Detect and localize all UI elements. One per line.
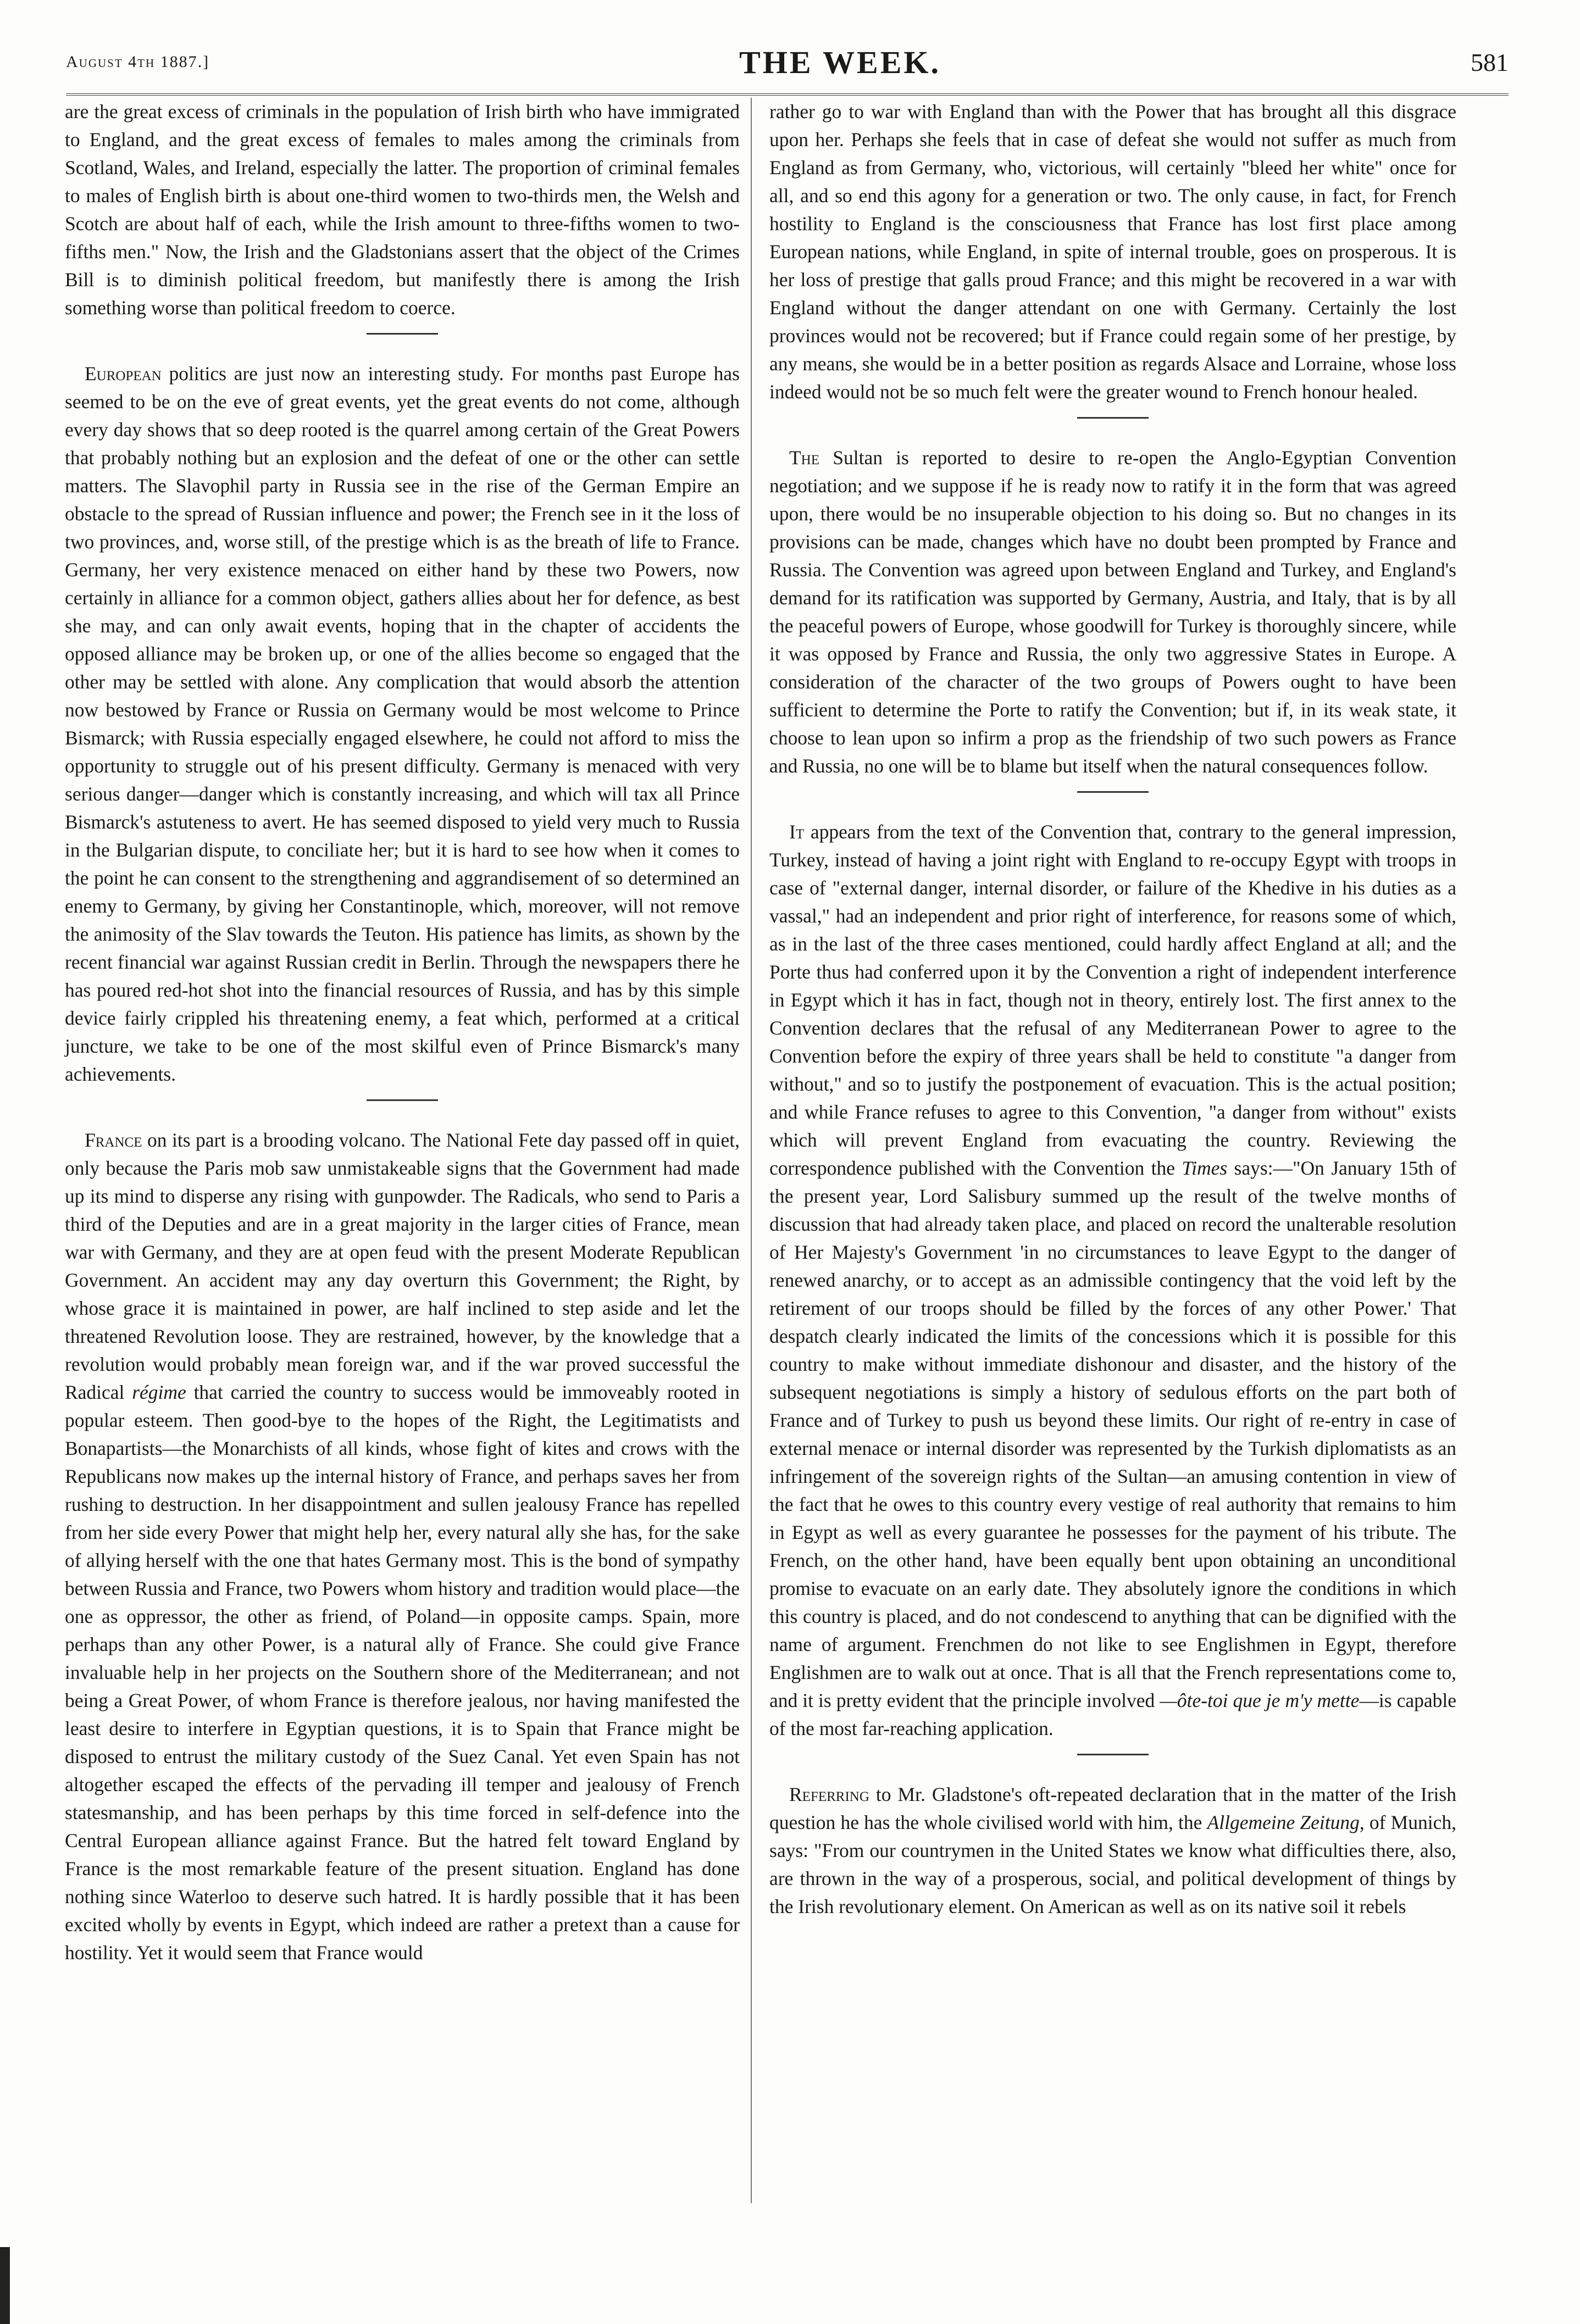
issue-date: August 4th 1887.] <box>66 53 210 71</box>
section-separator <box>1077 791 1149 793</box>
section-separator <box>1077 1754 1149 1755</box>
lead-word: The <box>789 447 820 469</box>
binding-shadow <box>0 2247 10 2324</box>
section-separator <box>367 333 438 335</box>
page-header <box>66 37 1509 87</box>
italic-text: Times <box>1182 1157 1228 1179</box>
paragraph-france-continued: rather go to war with England than with the Power that has brought all this disgrace upon her. Perhaps she feels that in case of defeat she would not suffer as much from England as from Germany, who, victorious, will certainly "bleed her white" once for all, and so end this agony for a generation or two. The only cause, in fact, for French hostility to England is the consciousness that France has lost first place among European nations, while England, in spite of internal trouble, goes on prosperous. It is her loss of prestige that galls proud France; and this might be recovered in a war with England without the danger attendant on one with Germany. Certainly the lost provinces would not be recovered; but if France could regain some of her prestige, by any means, she would be in a better position as regards Alsace and Lorraine, whose loss indeed would not be so much felt were the greater wound to French honour healed. <box>769 101 1456 403</box>
section-separator <box>367 1099 438 1101</box>
paragraph-text: politics are just now an interesting study. For months past Europe has seemed to be on the eve of great events, yet the great events do not come, although every day shows that so deep rooted is the quarrel among certain of the Great Powers that probably nothing but an explosion and the defeat of one or the other can settle matters. The Slavophil party in Russia see in the rise of the German Empire an obstacle to the spread of Russian influence and power; the French see in it the loss of two provinces, and, worse still, of the prestige which is as the breath of life to France. Germany, her very existence menaced on either hand by these two Powers, now certainly in alliance for a common object, gathers allies about her for defence, as best she may, and can only await events, hoping that in the chapter of accidents the opposed alliance may be broken up, or one of the allies become so engaged that the other may be settled with alone. Any complication that would absorb the attention now bestowed by France or Russia on Germany would be most welcome to Prince Bismarck; with Russia especially engaged elsewhere, he could not afford to miss the opportunity to struggle out of his present difficulty. Germany is menaced with very serious danger—danger which is constantly increasing, and which will tax all Prince Bismarck's astuteness to avert. He has seemed disposed to yield very much to Russia in the Bulgarian dispute, to conciliate her; but it is hard to see how when it comes to the point he can consent to the strengthening and aggrandisement of so determined an enemy to Germany, by giving her Constantinople, which, moreover, will not remove the animosity of the Slav towards the Teuton. His patience has limits, as shown by the recent financial war against Russian credit in Berlin. Through the newspapers there he has poured red-hot shot into the financial resources of Russia, and has by this simple device fairly crippled his threatening enemy, a feat which, performed at a critical juncture, we take to be one of the most skilful even of Prince Bismarck's many achievements. <box>65 363 740 1085</box>
paragraph-text: , of Munich, says: "From our countrymen in the United States we know what difficulties there, also, are thrown in the way of a prosperous, social, and political development of things by the Irish revolutionary element. On American as well as on its native soil it rebels <box>769 1811 1456 1917</box>
column-divider <box>751 98 752 2203</box>
italic-text: Allgemeine Zeitung <box>1207 1811 1360 1833</box>
paragraph-france <box>65 1126 740 1967</box>
paragraph-text: on its part is a brooding volcano. The National Fete day passed off in quiet, only because the Paris mob saw unmistakeable signs that the Government had made up its mind to disperse any rising with gunpowder. The Radicals, who send to Paris a third of the Deputies and are in a great majority in the larger cities of France, mean war with Germany, and they are at open feud with the present Moderate Republican Government. An accident may any day overturn this Government; the Right, by whose grace it is maintained in power, are half inclined to step aside and let the threatened Revolution loose. They are restrained, however, by the knowledge that a revolution would probably mean foreign war, and if the war proved successful the Radical <box>65 1129 740 1403</box>
paragraph-text: to Mr. Gladstone's oft-repeated declaration that in the matter of the Irish question he has the whole civilised world with him, the <box>769 1783 1456 1833</box>
paragraph-text: appears from the text of the Convention that, contrary to the general impression, Turkey, instead of having a joint right with England to re-occupy Egypt with troops in case of "external danger, internal disorder, or failure of the Khedive in his duties as a vassal," had an independent and prior right of interference, for reasons some of which, as in the last of the three cases mentioned, could hardly affect England at all; and the Porte thus had conferred upon it by the Convention a right of independent interference in Egypt which it has in fact, though not in theory, entirely lost. The first annex to the Convention declares that the refusal of any Mediterranean Power to agree to the Convention before the expiry of three years shall be held to constitute "a danger from without," and so to justify the postponement of evacuation. This is the actual position; and while France refuses to agree to this Convention, "a danger from without" exists which will prevent England from evacuating the country. Reviewing the correspondence published with the Convention the <box>769 821 1456 1179</box>
paragraph-text: says:—"On January 15th of the present year, Lord Salisbury summed up the result of the twelve months of discussion that had already taken place, and placed on record the unalterable resolution of Her Majesty's Government 'in no circumstances to leave Egypt to the danger of renewed anarchy, or to accept as an admissible contingency that the void left by the retirement of our troops should be filled by the forces of any other Power.' That despatch clearly indicated the limits of the concessions which it is possible for this country to make without immediate dishonour and disaster, and the history of the subsequent negotiations is simply a history of sedulous efforts on the part both of France and of Turkey to push us beyond these limits. Our right of re-entry in case of external menace or internal disorder was represented by the Turkish diplomatists as an infringement of the sovereign rights of the Sultan—an amusing contention in view of the fact that he owes to this country every vestige of real authority that remains to him in Egypt as well as every guarantee he possesses for the payment of his tribute. The French, on the other hand, have been equally bent upon obtaining an unconditional promise to evacuate on an early date. They absolutely ignore the conditions in which this country is placed, and do not condescend to anything that can be dignified with the name of argument. Frenchmen do not like to see Englishmen in Egypt, therefore Englishmen are to walk out at once. That is all that the French representations come to, and it is pretty evident that the principle involved <box>769 1157 1456 1711</box>
paragraph-text: Sultan is reported to desire to re-open the Anglo-Egyptian Convention negotiation; and we suppose if he is ready now to ratify it in the form that was agreed upon, there would be no insuperable objection to his doing so. But no changes in its provisions can be made, changes which have no doubt been prompted by France and Russia. The Convention was agreed upon between England and Turkey, and England's demand for its ratification was supported by Germany, Austria, and Italy, that is by all the peaceful powers of Europe, whose goodwill for Turkey is thoroughly sincere, while it was opposed by France and Russia, the only two aggressive States in Europe. A consideration of the character of the two groups of Powers ought to have been sufficient to determine the Porte to ratify the Convention; but if, in its weak state, it choose to lean upon so infirm a prop as the friendship of two such powers as France and Russia, no one will be to blame but itself when the natural consequences follow. <box>769 447 1456 777</box>
paragraph-european-politics <box>65 360 740 1088</box>
italic-text: régime <box>132 1381 186 1403</box>
paragraph-crimes-bill: are the great excess of criminals in the population of Irish birth who have immigrated to England, and the great excess of females to males among the criminals from Scotland, Wales, and Ireland, especially the latter. The proportion of criminal females to males of English birth is about one-third women to two-thirds men, the Welsh and Scotch are about half of each, while the Irish amount to three-fifths women to two-fifths men." Now, the Irish and the Gladstonians assert that the object of the Crimes Bill is to diminish political freedom, but manifestly there is among the Irish something worse than political freedom to coerce. <box>65 101 740 319</box>
paragraph-text: —is capable of the most far-reaching application. <box>769 1689 1456 1739</box>
lead-word: France <box>85 1129 142 1151</box>
section-separator <box>1077 417 1149 419</box>
italic-text: —ôte-toi que je m'y mette <box>1160 1689 1360 1711</box>
publication-title: THE WEEK. <box>739 44 941 80</box>
paragraph-sultan <box>769 444 1456 780</box>
lead-word: European <box>85 363 162 385</box>
header-rule <box>66 93 1509 96</box>
paragraph-gladstone <box>769 1781 1456 1921</box>
lead-word: It <box>789 821 805 843</box>
left-column <box>65 98 740 1967</box>
paragraph-convention <box>769 818 1456 1743</box>
right-column <box>769 98 1456 1921</box>
page-number: 581 <box>1471 48 1509 76</box>
paragraph-text: that carried the country to success would be immoveably rooted in popular esteem. Then good-bye to the hopes of the Right, the Legitimatists and Bonapartists—the Monarchists of all kinds, whose fight of kites and crows with the Republicans now makes up the internal history of France, and perhaps saves her from rushing to destruction. In her disappointment and sullen jealousy France has repelled from her side every Power that might help her, every natural ally she has, for the sake of allying herself with the one that hates Germany most. This is the bond of sympathy between Russia and France, two Powers whom history and tradition would place—the one as oppressor, the other as friend, of Poland—in opposite camps. Spain, more perhaps than any other Power, is a natural ally of France. She could give France invaluable help in her projects on the Southern shore of the Mediterranean; and not being a Great Power, of whom France is therefore jealous, nor having manifested the least desire to interfere in Egyptian questions, it is to Spain that France might be disposed to entrust the military custody of the Suez Canal. Yet even Spain has not altogether escaped the effects of the pervading ill temper and jealousy of French statesmanship, and has been perhaps by this time forced in self-defence into the Central European alliance against France. But the hatred felt toward England by France is the most remarkable feature of the present situation. England has done nothing since Waterloo to deserve such hatred. It is hardly possible that it has been excited wholly by events in Egypt, which indeed are rather a pretext than a cause for hostility. Yet it would seem that France would <box>65 1381 740 1964</box>
lead-word: Referring <box>789 1783 869 1805</box>
